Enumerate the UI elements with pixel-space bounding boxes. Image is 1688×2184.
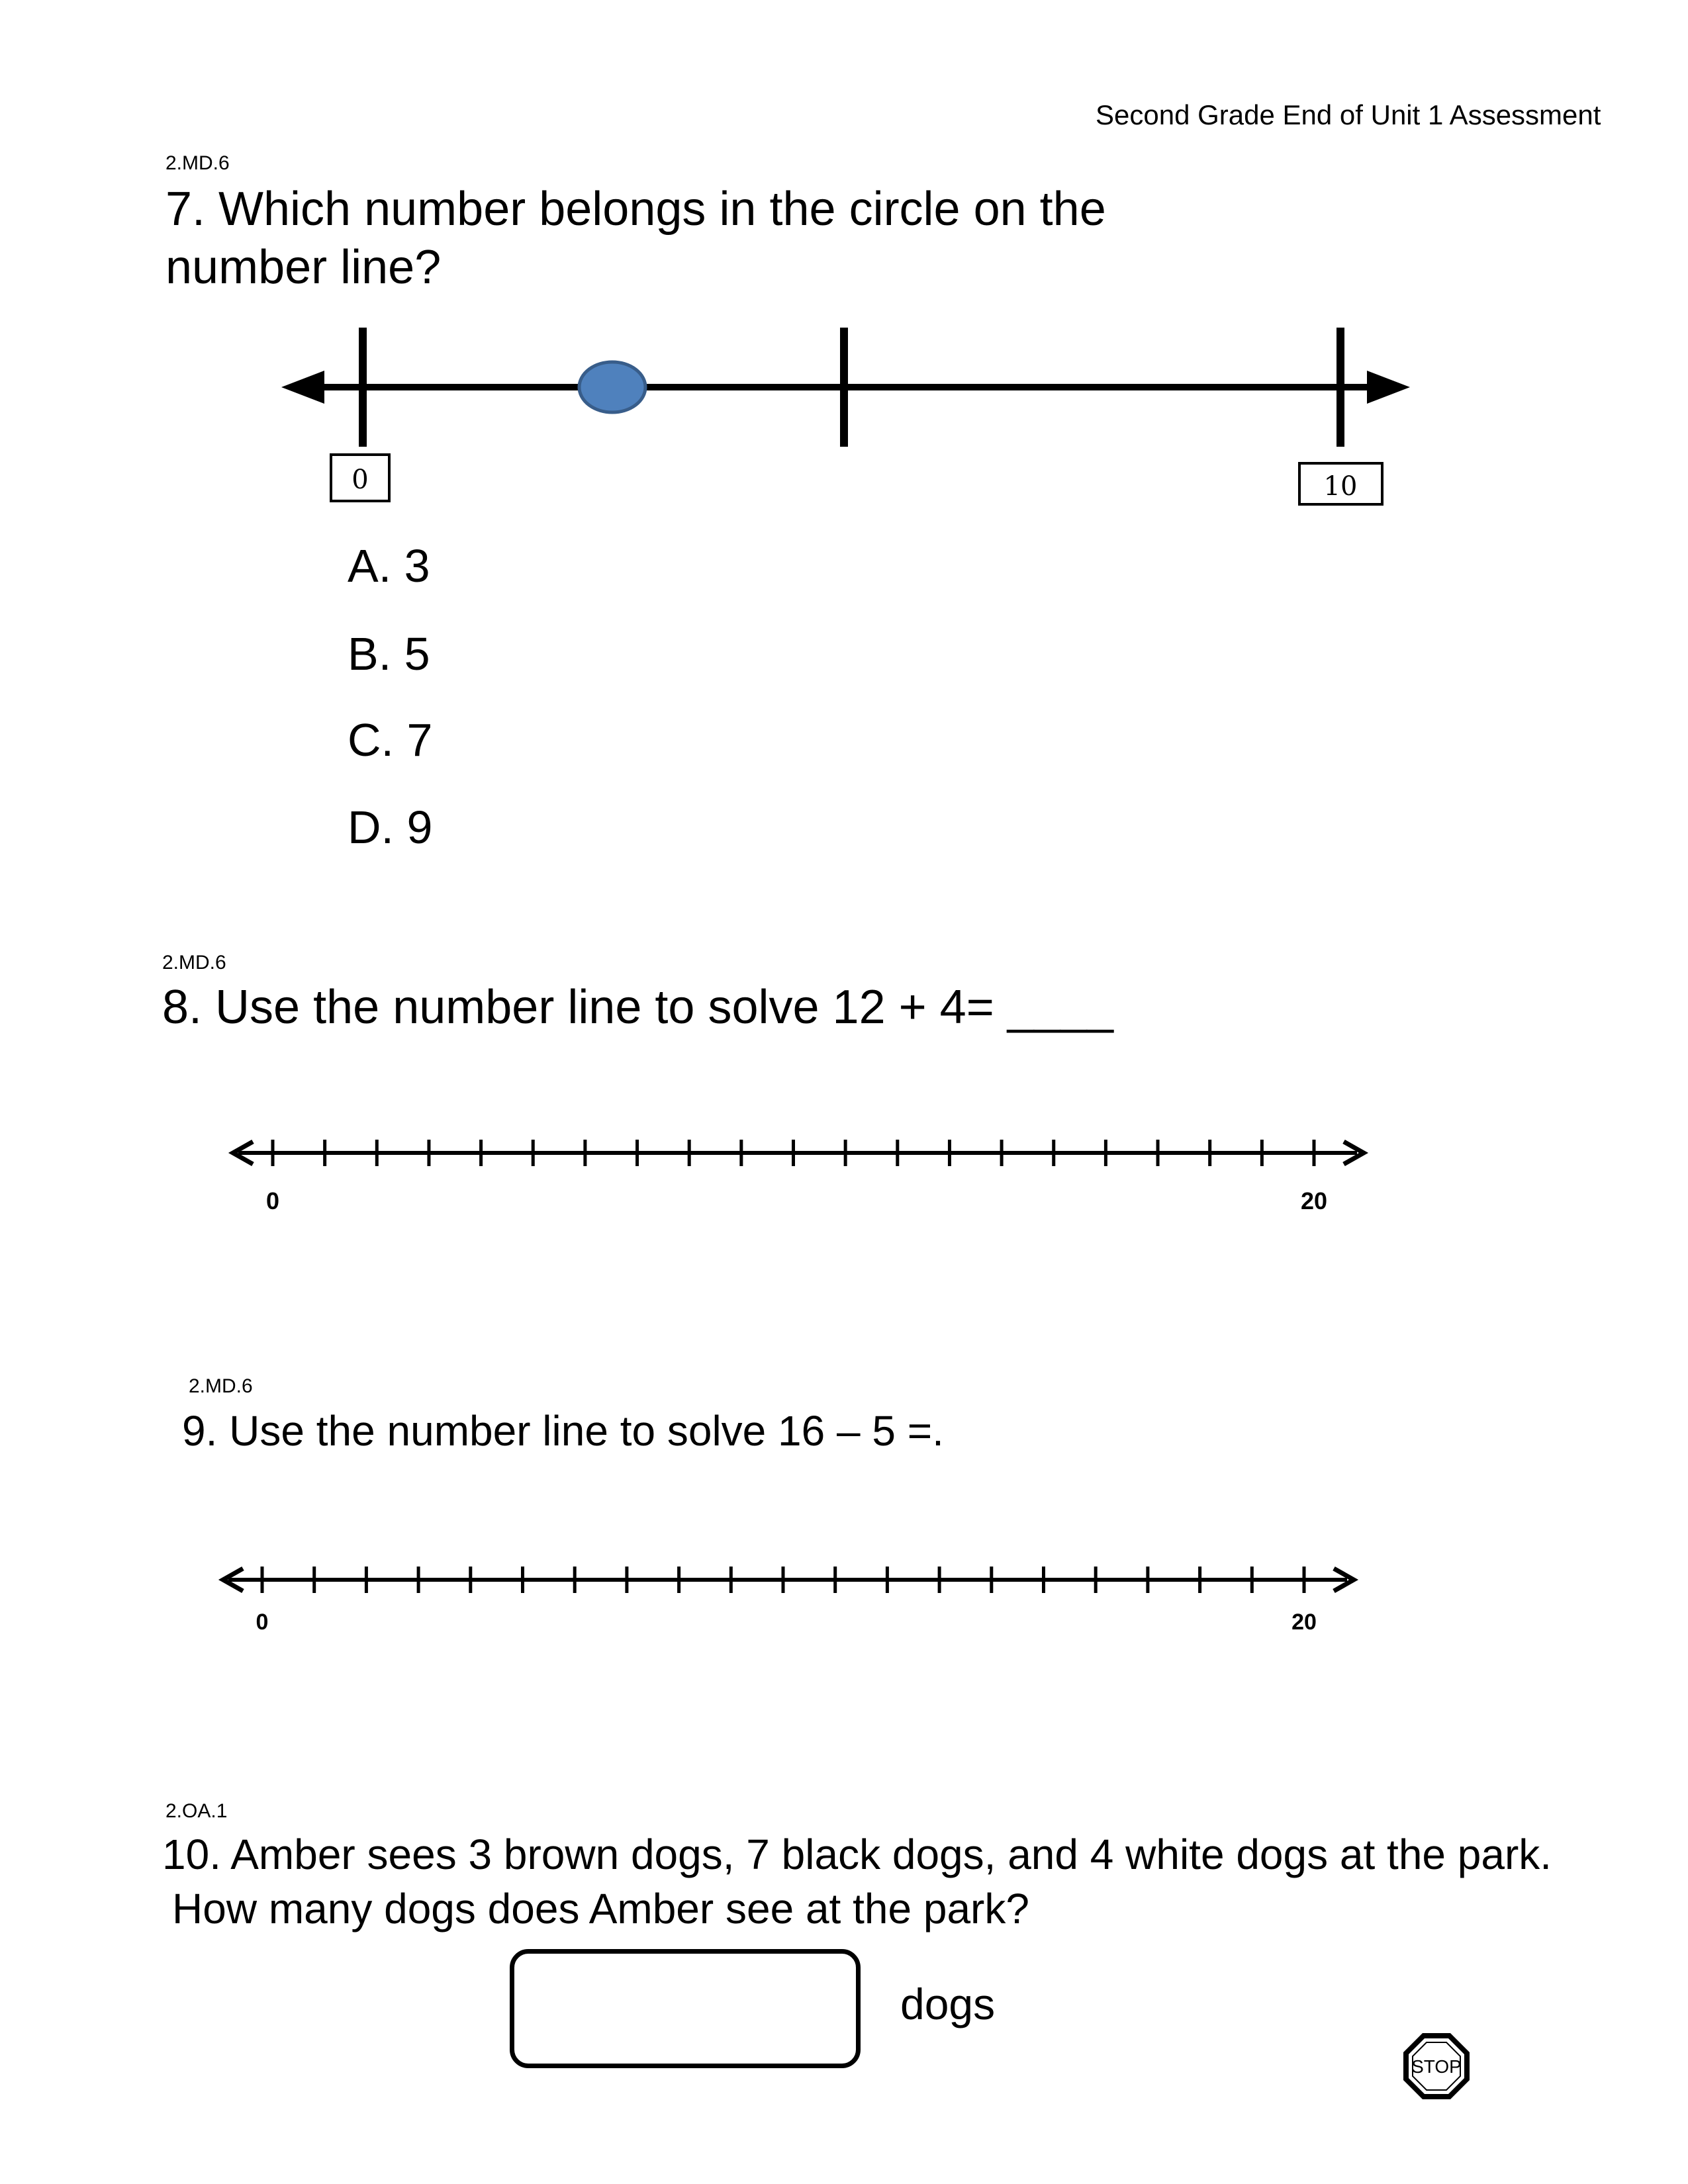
- q8-end-label: 20: [1300, 1187, 1328, 1214]
- q8-number-line: [233, 1140, 1364, 1214]
- q8-text: 8. Use the number line to solve 12 + 4= ____: [162, 981, 1113, 1034]
- q9-start-label: 0: [256, 1610, 269, 1635]
- page-header: Second Grade End of Unit 1 Assessment: [1096, 99, 1601, 130]
- q10-answer-unit: dogs: [900, 1979, 996, 2028]
- stop-sign-icon: [1402, 2032, 1471, 2101]
- q7-choice-d[interactable]: D. 9: [348, 801, 433, 853]
- stop-sign-label: STOP: [1411, 2056, 1462, 2077]
- q9-text: 9. Use the number line to solve 16 – 5 =.: [182, 1407, 944, 1455]
- q7-circle-marker: [579, 362, 645, 412]
- q7-standard: 2.MD.6: [165, 152, 230, 174]
- q7-left-arrow: [281, 371, 324, 404]
- q10-answer-box[interactable]: [510, 1949, 861, 2068]
- q8-start-label: 0: [265, 1187, 280, 1214]
- q10-text-line2: How many dogs does Amber see at the park?: [172, 1885, 1029, 1933]
- q7-end-label: 10: [1323, 471, 1358, 502]
- q7-right-arrow: [1367, 371, 1410, 404]
- q8-standard: 2.MD.6: [162, 952, 226, 974]
- q7-number-line: [281, 328, 1410, 504]
- q7-text-line1: 7. Which number belongs in the circle on the: [165, 183, 1106, 236]
- q7-choice-c[interactable]: C. 7: [348, 714, 433, 766]
- q9-number-line: [223, 1567, 1354, 1635]
- q7-text-line2: number line?: [165, 241, 442, 294]
- q10-text-line1: 10. Amber sees 3 brown dogs, 7 black dogs, and 4 white dogs at the park.: [162, 1831, 1552, 1878]
- q7-choice-a[interactable]: A. 3: [348, 540, 430, 592]
- q9-standard: 2.MD.6: [189, 1375, 253, 1397]
- q10-standard: 2.OA.1: [165, 1800, 228, 1822]
- q7-start-label: 0: [352, 465, 369, 495]
- q7-choice-b[interactable]: B. 5: [348, 628, 430, 680]
- q9-end-label: 20: [1291, 1610, 1317, 1635]
